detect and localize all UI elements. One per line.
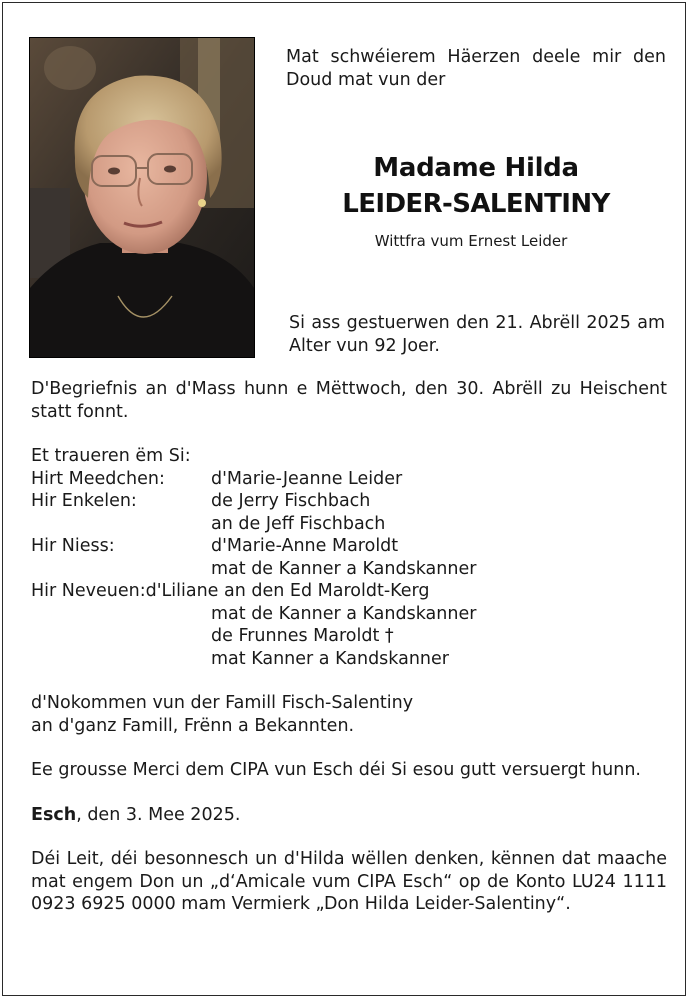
mourner-label: Hir Niess: bbox=[31, 536, 115, 556]
funeral-text: D'Begriefnis an d'Mass hunn e Mëttwoch, den 30. Abrëll zu Heischent statt fonnt. bbox=[31, 379, 667, 422]
mourner-name: mat de Kanner a Kandskanner bbox=[211, 558, 477, 579]
mourner-row bbox=[31, 535, 667, 558]
deceased-surname: LEIDER-SALENTINY bbox=[342, 189, 610, 219]
portrait-photo bbox=[29, 37, 255, 358]
obituary-notice bbox=[2, 2, 686, 996]
place-date bbox=[31, 804, 667, 827]
donation-text: Déi Leit, déi besonnesch un d'Hilda wëllen denken, kënnen dat maache mat engem Don un „d‘Amicale vum CIPA Esch“ op de Konto LU24 1111 0923 6925 0000 mam Vermierk „Don Hilda Leider-Salentiny“. bbox=[31, 849, 667, 914]
mourner-name: d'Marie-Anne Maroldt bbox=[211, 536, 399, 556]
deceased-name: Madame Hilda bbox=[373, 153, 579, 183]
mourner-name: mat Kanner a Kandskanner bbox=[211, 648, 449, 669]
mourner-name: mat de Kanner a Kandskanner bbox=[211, 603, 477, 624]
mourner-label: Hir Neveuen: bbox=[31, 581, 146, 601]
mourner-row bbox=[31, 490, 667, 513]
descendants-line: d'Nokommen vun der Famill Fisch-Salentiny bbox=[31, 693, 414, 713]
mourner-name: d'Liliane an den Ed Maroldt-Kerg bbox=[145, 581, 430, 601]
widow-subtitle: Wittfra vum Ernest Leider bbox=[374, 232, 568, 250]
mourner-name: de Frunnes Maroldt † bbox=[211, 626, 394, 646]
place-name: Esch bbox=[31, 804, 77, 825]
mourner-name: d'Marie-Jeanne Leider bbox=[211, 468, 403, 489]
mourner-label: Hir Enkelen: bbox=[31, 491, 137, 511]
mourner-name: an de Jeff Fischbach bbox=[211, 513, 386, 534]
mourner-row bbox=[31, 468, 667, 491]
mourners-intro: Et traueren ëm Si: bbox=[31, 446, 191, 466]
death-text: Si ass gestuerwen den 21. Abrëll 2025 am Alter vun 92 Joer. bbox=[289, 313, 665, 356]
mourner-row bbox=[31, 580, 667, 603]
intro-text: Mat schwéierem Häerzen deele mir den Doud mat vun der bbox=[286, 47, 666, 90]
descendants-line: an d'ganz Famill, Frënn a Bekannten. bbox=[31, 715, 355, 736]
mourner-name: de Jerry Fischbach bbox=[211, 491, 371, 511]
mourner-label: Hirt Meedchen: bbox=[31, 468, 165, 489]
date-text: , den 3. Mee 2025. bbox=[76, 804, 241, 825]
notice-body bbox=[31, 378, 667, 916]
thanks-text: Ee grousse Merci dem CIPA vun Esch déi Si esou gutt versuergt hunn. bbox=[31, 760, 641, 780]
